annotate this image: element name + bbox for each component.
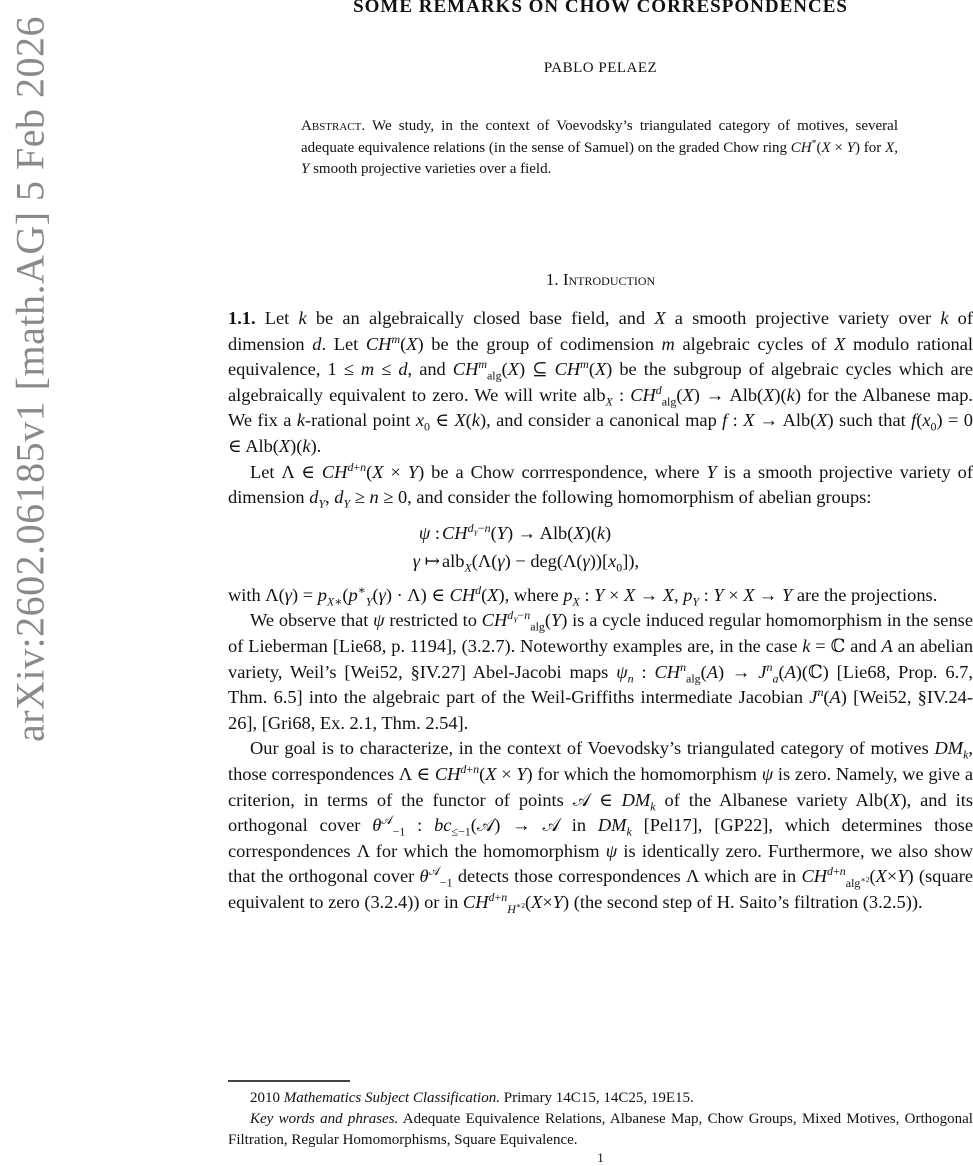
- msc-label: Mathematics Subject Classification.: [283, 1090, 500, 1106]
- paragraph-3: with $\Lambda(\gamma) = p_{X∗}(p^∗_Y(\gamma) \cdot \Lambda)$ ∈ $CH^d(X)$, where $p_X$ : Y × X → X, $p_Y$ : Y × X → Y are the projections.: [228, 582, 938, 609]
- paper-title: SOME REMARKS ON CHOW CORRESPONDENCES: [353, 0, 848, 17]
- page-number: 1: [597, 1150, 604, 1165]
- paragraph-5: Our goal is to characterize, in the context of Voevodsky’s triangulated category of motives $DM_k$, those correspondences Λ ∈ $CH^{d+n}(X \times Y)$ for which the homomorphism ψ is zero. Namely, we give a criterion, in terms of the functor of points 𝒜 ∈ $DM_k$ of the Albanese variety Alb(X), and its orthogonal cover $\theta^𝒜_{-1}$ : $bc_{\le-1}(𝒜)$ → 𝒜 in $DM_k$ [Pel17], [GP22], which determines those correspondences Λ for which the homomorphism ψ is identically zero. Furthermore, we also show that the orthogonal cover $\theta^𝒜_{-1}$ detects those correspondences Λ which are in $CH^{d+n}_{alg^{∗2}}(X\times Y)$ (square equivalent to zero (3.2.4)) or in $CH^{d+n}_{H^{∗2}}(X\times Y)$ (the second step of H. Saito’s filtration (3.2.5)).: [228, 738, 973, 916]
- paragraph-2: Let Λ ∈ $CH^{d+n}(X \times Y)$ be a Chow corrrespondence, where Y is a smooth projective variety of dimension $d_Y$, $d_Y \ge n \ge 0$, and consider the following homomorphism of abelian groups:: [228, 459, 973, 511]
- abstract-label: Abstract.: [301, 118, 366, 134]
- main-text: [228, 306, 973, 915]
- author-name: PABLO PELAEZ: [543, 60, 658, 76]
- equation-lhs: ψ :: [418, 522, 440, 543]
- arxiv-stamp: [0, 0, 60, 1165]
- arxiv-identifier: arXiv:2602.06185v1 [math.AG] 5 Feb 2026: [7, 15, 53, 743]
- equation-rhs: $CH^{d_Y-n}(Y) \to Alb(X)(k)$: [442, 520, 612, 543]
- footnote-keywords: [228, 1109, 973, 1151]
- section-heading: [228, 270, 973, 290]
- subsection-label: 1.1.: [228, 308, 256, 328]
- section-title: Introduction: [562, 270, 656, 289]
- footnote-divider: [228, 1080, 350, 1082]
- equation-line-2: [228, 547, 973, 575]
- equation-line-1: [228, 519, 973, 547]
- footnotes: [228, 1088, 973, 1151]
- equation-lhs: γ ↦: [412, 550, 440, 571]
- keywords-label: Key words and phrases.: [250, 1111, 399, 1127]
- display-equation: [228, 519, 973, 575]
- msc-text: Primary 14C15, 14C25, 19E15.: [503, 1090, 694, 1106]
- equation-rhs: $alb_X(\Lambda(\gamma) - deg(\Lambda(\gamma))[x_0])$,: [442, 550, 640, 575]
- footnote-msc: [228, 1088, 973, 1109]
- abstract-text: We study, in the context of Voevodsky’s triangulated category of motives, several adequate equivalence relations (in the sense of Samuel) on the graded Chow ring CH*(X × Y) for X, Y smooth projective varieties over a field.: [301, 118, 898, 177]
- paragraph-4: We observe that ψ restricted to $CH^{d_Y-n}_{alg}(Y)$ is a cycle induced regular homomorphism in the sense of Lieberman [Lie68, p. 1194], (3.2.7). Noteworthy examples are, in the case k = ℂ and A an abelian variety, Weil’s [Wei52, §IV.27] Abel-Jacobi maps $\psi_n$ : $CH^n_{alg}(A)$ → $J^n_a(A)(ℂ)$ [Lie68, Prop. 6.7, Thm. 6.5] into the algebraic part of the Weil-Griffiths intermediate Jacobian $J^n(A)$ [Wei52, §IV.24-26], [Gri68, Ex. 2.1, Thm. 2.54].: [228, 608, 973, 733]
- section-number: 1.: [545, 270, 559, 289]
- msc-year: 2010: [250, 1090, 280, 1106]
- keywords-text: Adequate Equivalence Relations, Albanese Map, Chow Groups, Mixed Motives, Orthogonal Filtration, Regular Homomorphisms, Square Equivalence.: [228, 1111, 973, 1148]
- abstract: [301, 116, 898, 181]
- paragraph-1-1: 1.1. Let k be an algebraically closed base field, and X a smooth projective variety over k of dimension d. Let $CH^m(X)$ be the group of codimension m algebraic cycles of X modulo rational equivalence, 1 ≤ m ≤ d, and $CH^m_{alg}(X)$ ⊆ $CH^m(X)$ be the subgroup of algebraic cycles which are algebraically equivalent to zero. We will write alb$_X$ : $CH^d_{alg}(X) \to Alb(X)(k)$ for the Albanese map. We fix a k-rational point $x_0$ ∈ X(k), and consider a canonical map f : X → Alb(X) such that $f(x_0) = 0$ ∈ Alb(X)(k).: [228, 308, 973, 456]
